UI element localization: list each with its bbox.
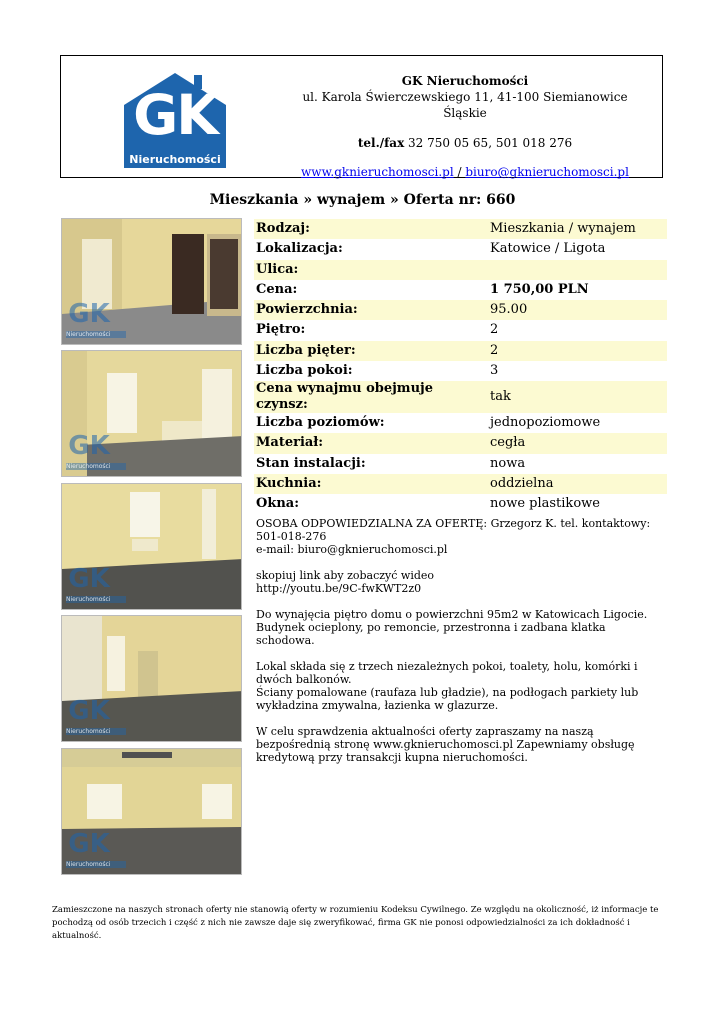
property-photo[interactable] <box>61 218 242 345</box>
details-row-material <box>254 433 667 453</box>
detail-label: Kuchnia: <box>254 474 488 494</box>
company-logo <box>124 67 226 168</box>
company-phone <box>290 135 640 151</box>
link-separator: / <box>453 165 466 179</box>
details-row-liczba-pieter <box>254 341 667 361</box>
company-links <box>290 164 640 180</box>
detail-value: oddzielna <box>488 474 667 494</box>
property-photo[interactable] <box>61 483 242 610</box>
property-photo[interactable] <box>61 350 242 477</box>
phone-value: 32 750 05 65, 501 018 276 <box>404 136 573 150</box>
legal-disclaimer: Zamieszczone na naszych stronach oferty nie stanowią oferty w rozumieniu Kodeksu Cywilnego. Ze względu na okoliczność, iż informacje te pochodzą od osób trzecich i część z nich nie zawsze daje się zweryfikować, firma GK nie ponosi odpowiedzialności za ich dokładność i aktualność. <box>52 905 659 941</box>
property-photo[interactable] <box>61 615 242 742</box>
detail-value: 95.00 <box>488 300 667 320</box>
detail-label: Powierzchnia: <box>254 300 488 320</box>
detail-label: Ulica: <box>254 260 488 280</box>
company-address: ul. Karola Świerczewskiego 11, 41-100 Siemianowice Śląskie <box>302 90 628 120</box>
detail-label: Lokalizacja: <box>256 241 343 257</box>
offer-title: Mieszkania » wynajem » Oferta nr: 660 <box>209 192 516 208</box>
details-row-rodzaj <box>254 219 667 239</box>
detail-value: 3 <box>490 362 499 378</box>
details-row-liczba-poziomow <box>254 413 667 433</box>
website-link[interactable]: www.gknieruchomosci.pl <box>301 165 454 179</box>
phone-label: tel./fax <box>357 136 405 150</box>
header-box <box>60 55 663 178</box>
detail-label: Okna: <box>256 496 300 512</box>
details-row-ulica <box>254 260 667 280</box>
details-row-kuchnia <box>254 474 667 494</box>
detail-value: Mieszkania / wynajem <box>488 219 667 239</box>
logo-letters: GK <box>133 83 217 147</box>
detail-label: Materiał: <box>254 433 488 453</box>
details-row-lokalizacja <box>254 239 667 259</box>
contact-person: OSOBA ODPOWIEDZIALNA ZA OFERTĘ: Grzegorz K. tel. kontaktowy: <box>256 517 651 530</box>
detail-value: nowe plastikowe <box>490 496 600 512</box>
details-row-stan-instalacji <box>254 454 667 474</box>
detail-value: tak <box>488 381 667 413</box>
logo-subtitle: Nieruchomości <box>129 153 221 166</box>
video-link[interactable]: http://youtu.be/9C-fwKWT2z0 <box>256 582 422 595</box>
property-photo[interactable] <box>61 748 242 875</box>
detail-label: Cena: <box>256 281 298 297</box>
video-info <box>256 569 666 595</box>
details-row-liczba-pokoi <box>254 361 667 381</box>
contact-info <box>256 517 666 556</box>
detail-value <box>488 260 667 280</box>
company-name: GK Nieruchomości <box>401 74 529 88</box>
detail-value: 2 <box>488 341 667 361</box>
detail-label: Stan instalacji: <box>256 455 366 471</box>
photo-watermark: GK Nieruchomości <box>66 432 112 470</box>
company-info <box>290 73 640 180</box>
email-link[interactable]: biuro@gknieruchomosci.pl <box>465 165 629 179</box>
detail-value: jednopoziomowe <box>490 415 601 431</box>
detail-label: Rodzaj: <box>254 219 488 239</box>
photo-watermark: GK Nieruchomości <box>66 697 112 735</box>
details-row-powierzchnia <box>254 300 667 320</box>
detail-label: Liczba poziomów: <box>256 415 385 431</box>
details-row-okna <box>254 494 667 514</box>
description-paragraph: W celu sprawdzenia aktualności oferty zapraszamy na naszą bezpośrednią stronę www.gknieruchomosci.pl Zapewniamy obsługę kredytową przy transakcji kupna nieruchomości. <box>256 725 635 764</box>
photo-watermark: GK Nieruchomości <box>66 300 112 338</box>
detail-label: Piętro: <box>256 322 306 338</box>
detail-value: nowa <box>490 455 526 471</box>
detail-label: Liczba pięter: <box>254 341 488 361</box>
detail-value: 1 750,00 PLN <box>490 281 589 297</box>
details-row-czynsz <box>254 381 667 413</box>
detail-value: cegła <box>488 433 667 453</box>
detail-value: Katowice / Ligota <box>490 241 606 257</box>
offer-details-table <box>254 219 667 514</box>
details-row-pietro <box>254 320 667 340</box>
detail-label: Liczba pokoi: <box>256 362 353 378</box>
offer-description <box>256 517 666 777</box>
video-label: skopiuj link aby zobaczyć wideo <box>256 569 435 582</box>
detail-label: Cena wynajmu obejmuje czynsz: <box>254 381 488 413</box>
description-paragraph: Lokal składa się z trzech niezależnych pokoi, toalety, holu, komórki i dwóch balkonów. Ściany pomalowane (raufaza lub gładzie), na podłogach parkiety lub wykładzina zmywalna, łazienka w glazurze. <box>256 660 639 712</box>
contact-phone: 501-018-276 <box>256 530 327 543</box>
detail-value: 2 <box>490 322 499 338</box>
photo-watermark: GK Nieruchomości <box>66 565 112 603</box>
description-paragraph: Do wynajęcia piętro domu o powierzchni 95m2 w Katowicach Ligocie. Budynek ocieplony, po remoncie, przestronna i zadbana klatka schodowa. <box>256 608 648 647</box>
details-row-cena <box>254 280 667 300</box>
contact-email: e-mail: biuro@gknieruchomosci.pl <box>256 543 448 556</box>
photo-watermark: GK Nieruchomości <box>66 830 112 868</box>
